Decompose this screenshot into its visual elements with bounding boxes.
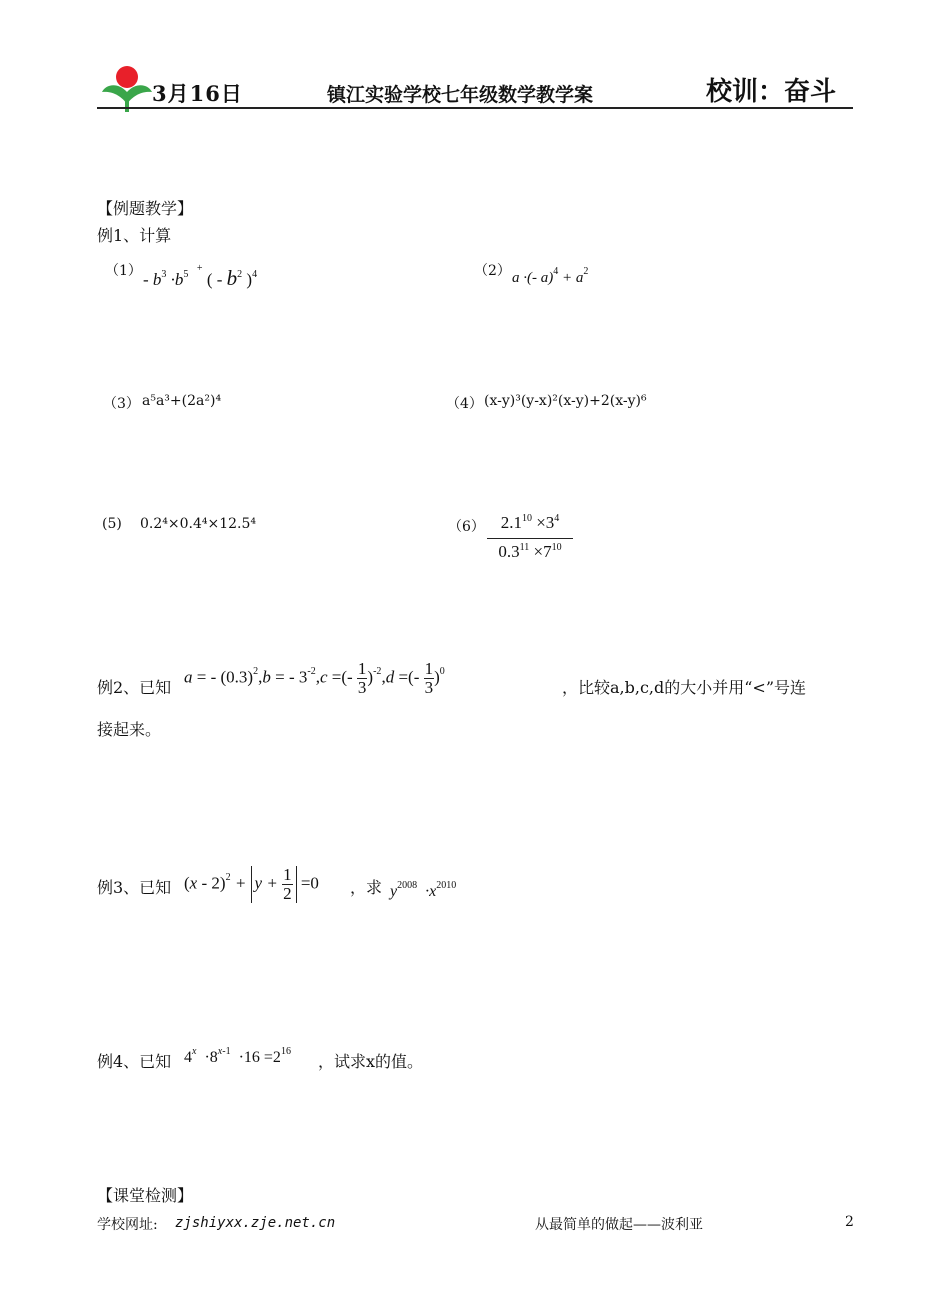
ex1-part6-label: （6） <box>448 519 485 535</box>
header-title: 镇江实验学校七年级数学教学案 <box>327 84 594 106</box>
section-check-heading: 【课堂检测】 <box>97 1186 194 1205</box>
ex4-equation: $4^x \cdot 8^{x-1} \cdot 16 =2^{16}$ <box>184 1046 291 1066</box>
ex2-definitions: a = - $(0.3)^2,b$ = - $3^{-2},c$ =(- $\frac{1}{3}$ )$^{-2}$,d =(- $\frac{1}{3}$ )$^0$ <box>184 659 445 697</box>
header-date: 3月16日 <box>152 81 243 106</box>
footer-site-url[interactable]: zjshiyxx.zje.net.cn <box>175 1215 336 1231</box>
footer-quote: 从最简单的做起——波利亚 <box>535 1217 703 1233</box>
example-2-label: 例2、已知 <box>97 678 172 697</box>
ex2-question: ，比较a,b,c,d的大小并用“<”号连 <box>562 678 807 697</box>
ex2-question-continued: 接起来。 <box>97 720 162 739</box>
ex1-part5-label: (5) <box>102 516 122 532</box>
ex4-question: ，试求x的值。 <box>318 1052 424 1071</box>
ex3-target-expression: $y^{2008} \cdot x^{2010}$ <box>390 880 457 900</box>
ex1-part5-expression: 0.2⁴×0.4⁴×12.5⁴ <box>140 516 256 532</box>
ex1-part6-fraction: $\frac{2.1^{10} \times 3^4}{0.3^{11} \times 7^{10}}$ <box>487 511 573 568</box>
page-number: 2 <box>845 1214 854 1230</box>
example-3-label: 例3、已知 <box>97 878 172 897</box>
ex1-part4-expression: (x-y)³(y-x)²(x-y)+2(x-y)⁶ <box>484 393 647 409</box>
ex1-part2-label: （2） <box>474 263 511 279</box>
ex1-part1-label: （1） <box>105 263 142 279</box>
ex1-part3-label: （3） <box>103 396 140 412</box>
ex1-part2-expression: a ·(- $a)^4 + a^2$ <box>512 266 589 286</box>
ex3-question: ，求 <box>350 878 383 897</box>
ex1-part1-expression: - $b^3 \cdot b^5$ + ( - $b^2$ )$^4$ <box>143 263 258 290</box>
header-motto: 校训：奋斗 <box>706 77 837 107</box>
ex3-condition: (x - 2)$^2$ + y + $\frac{1}{2}$ =0 <box>184 865 319 903</box>
example-4-label: 例4、已知 <box>97 1052 172 1071</box>
section-examples-heading: 【例题教学】 <box>97 199 194 218</box>
example-1-label: 例1、计算 <box>97 226 172 245</box>
header-divider <box>97 107 853 109</box>
footer-site-label: 学校网址: <box>97 1217 158 1233</box>
ex1-part3-expression: a⁵a³+(2a²)⁴ <box>142 393 222 409</box>
ex1-part4-label: （4） <box>446 396 483 412</box>
